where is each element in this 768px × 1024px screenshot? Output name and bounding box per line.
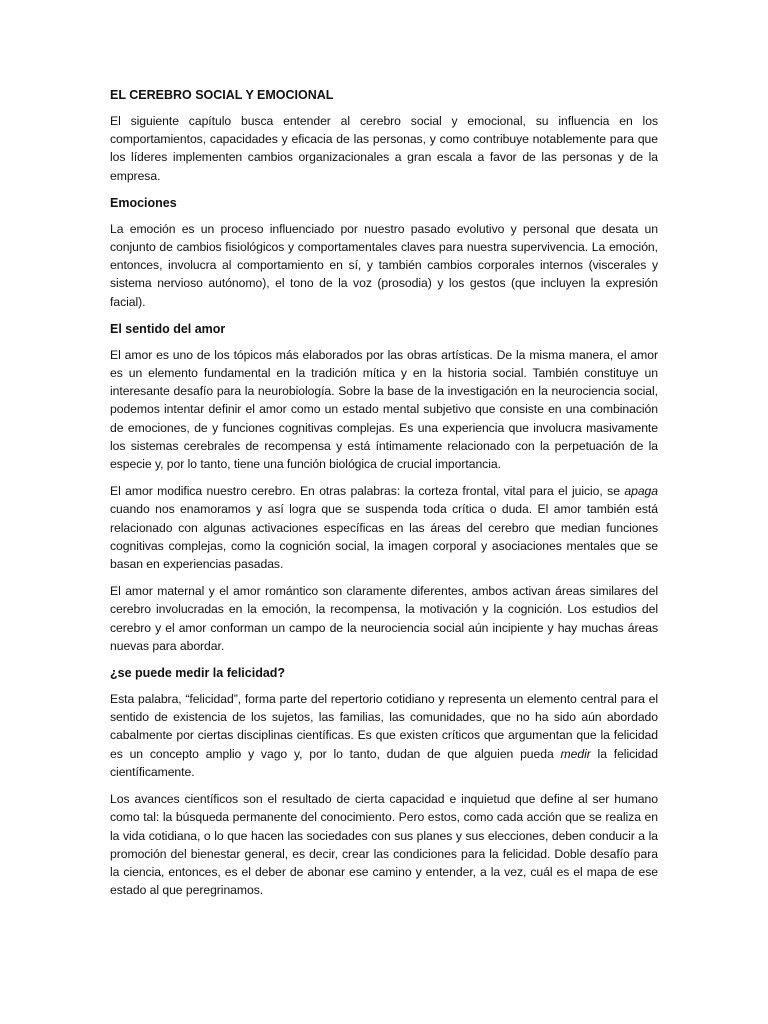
amor-paragraph-2-emphasis: apaga [624,484,658,499]
amor-paragraph-2 [110,482,658,573]
felicidad-paragraph-1-after: la felicidad científicamente. [110,746,658,779]
amor-paragraph-1: El amor es uno de los tópicos más elaborados por las obras artísticas. De la misma manera, el amor es un elemento fundamental en la tradición mítica y en la historia social. También constituye un interesante desafío para la neurobiología. Sobre la base de la investigación en la neurociencia social, podemos intentar definir el amor como un estado mental subjetivo que consiste en una combinación de emociones, de y funciones cognitivas complejas. Es una experiencia que involucra masivamente los sistemas cerebrales de recompensa y está íntimamente relacionado con la perpetuación de la especie y, por lo tanto, tiene una función biológica de crucial importancia. [110,347,658,472]
intro-paragraph: El siguiente capítulo busca entender al cerebro social y emocional, su influencia en los comportamientos, capacidades y eficacia de las personas, y como contribuye notablemente para que los líderes implementen cambios organizacionales a gran escala a favor de las personas y de la empresa. [110,114,658,183]
felicidad-paragraph-1-emphasis: medir [560,746,591,761]
felicidad-paragraph-1-before: Esta palabra, “felicidad”, forma parte del repertorio cotidiano y representa un elemento central para el sentido de existencia de los sujetos, las familias, las comunidades, que no ha sido aún abordado cabalmente por ciertas disciplinas científicas. Es que existen críticos que argumentan que la felicidad es un concepto amplio y vago y, por lo tanto, dudan de que alguien pueda [110,692,658,761]
amor-paragraph-2-after: cuando nos enamoramos y así logra que se suspenda toda crítica o duda. El amor también está relacionado con algunas activaciones específicas en las áreas del cerebro que median funciones cognitivas complejas, como la cognición social, la imagen corporal y asociaciones mentales que se basan en experiencias pasadas. [110,502,658,572]
emociones-paragraph-1: La emoción es un proceso influenciado por nuestro pasado evolutivo y personal que desata un conjunto de cambios fisiológicos y comportamentales claves para nuestra supervivencia. La emoción, entonces, involucra al comportamiento en sí, y también cambios corporales internos (viscerales y sistema nervioso autónomo), el tono de la voz (prosodia) y los gestos (que incluyen la expresión facial). [110,221,658,309]
document-page [110,86,658,908]
felicidad-paragraph-2: Los avances científicos son el resultado de cierta capacidad e inquietud que define al ser humano como tal: la búsqueda permanente del conocimiento. Pero estos, como cada acción que se realiza en la vida cotidiana, o lo que hacen las sociedades con sus planes y sus elecciones, deben conducir a la promoción del bienestar general, es decir, crear las condiciones para la felicidad. Doble desafío para la ciencia, entonces, es el deber de abonar ese camino y entender, a la vez, cuál es el mapa de ese estado al que peregrinamos. [110,792,658,898]
amor-paragraph-3: El amor maternal y el amor romántico son claramente diferentes, ambos activan áreas similares del cerebro involucradas en la emoción, la recompensa, la motivación y la cognición. Los estudios del cerebro y el amor conforman un campo de la neurociencia social aún incipiente y hay muchas áreas nuevas para abordar. [110,584,658,653]
amor-paragraph-2-before: El amor modifica nuestro cerebro. En otras palabras: la corteza frontal, vital para el juicio, se [110,484,625,499]
section-heading-felicidad: ¿se puede medir la felicidad? [110,666,286,681]
section-heading-amor: El sentido del amor [110,321,226,336]
document-title: EL CEREBRO SOCIAL Y EMOCIONAL [110,88,334,102]
felicidad-paragraph-1 [110,690,658,781]
section-heading-emociones: Emociones [110,195,177,210]
